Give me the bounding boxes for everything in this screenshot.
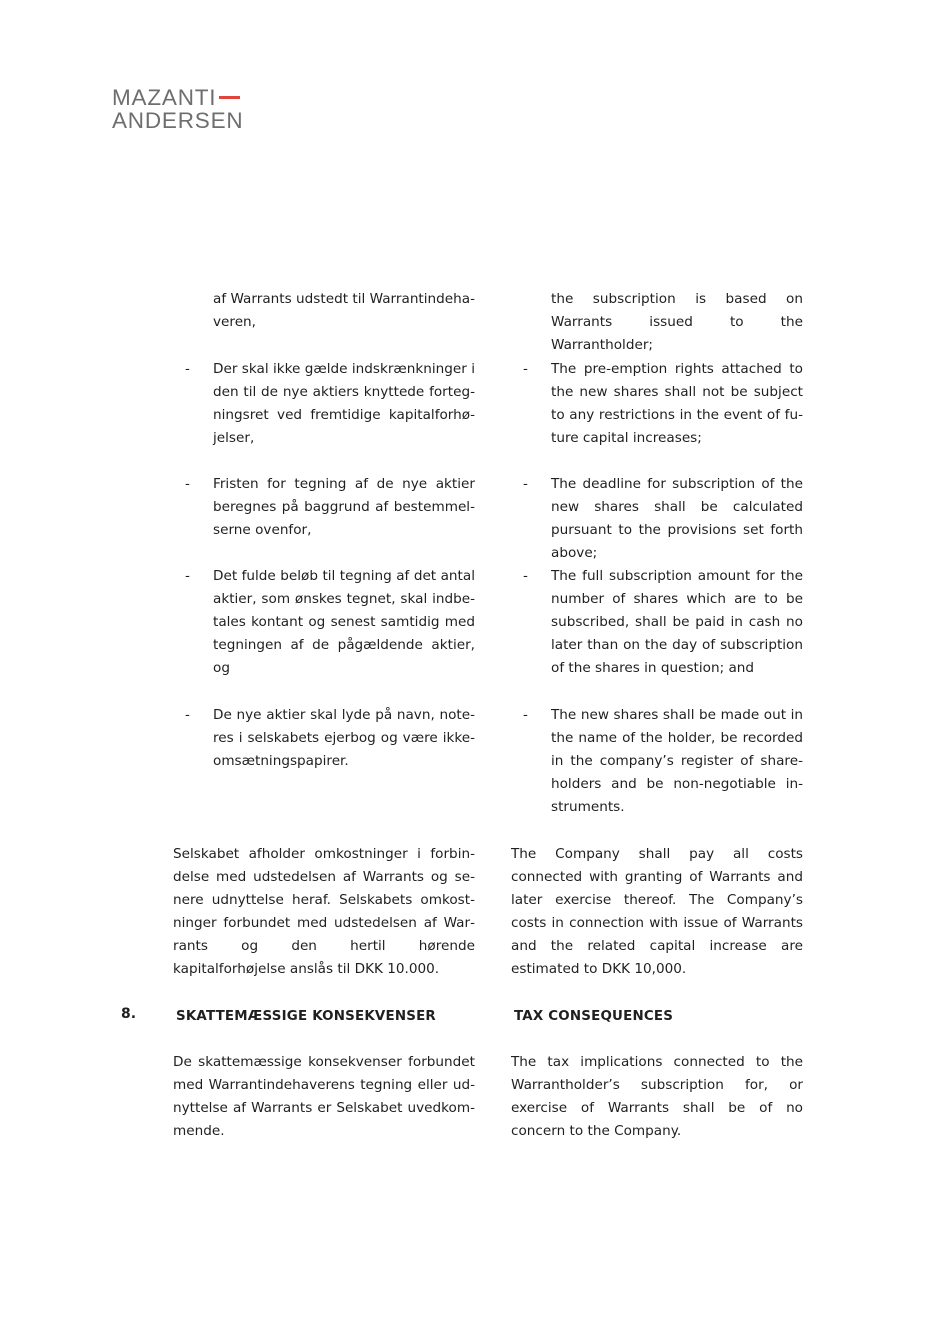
en-bullet-2: The deadline for subscription of the new shares shall be calculated pursuant to the provisions set forth above; <box>551 476 803 562</box>
en-bullet-4: The new shares shall be made out in the name of the holder, be recorded in the company’s register of shareholders and be non-negotiable instruments. <box>551 707 803 816</box>
en-bullet-3: The full subscription amount for the number of shares which are to be subscribed, shall be paid in cash no later than on the day of subscription of the shares in question; and <box>551 568 803 677</box>
en-continuation: the subscription is based on Warrants issued to the Warrantholder; <box>551 291 803 354</box>
da-bullet-2: Fristen for tegning af de nye aktier beregnes på baggrund af bestemmelserne ovenfor, <box>213 476 475 539</box>
logo-line-2: ANDERSEN <box>112 108 244 133</box>
bullet-dash: - <box>523 707 528 723</box>
en-section-heading: TAX CONSEQUENCES <box>514 1009 674 1024</box>
bullet-dash: - <box>185 361 190 377</box>
da-bullet-1: Der skal ikke gælde indskrænkninger i den til de nye aktiers knyttede fortegningsret ved fremtidige kapitalforhøjelser, <box>213 361 475 447</box>
logo-line-1: MAZANTI <box>112 86 243 109</box>
en-tax-paragraph: The tax implications connected to the Warrantholder’s subscription for, or exercise of Warrants shall be of no concern to the Company. <box>511 1054 803 1140</box>
bullet-dash: - <box>185 568 190 584</box>
section-number: 8. <box>121 1006 137 1022</box>
logo-dash <box>219 96 240 99</box>
bullet-dash: - <box>185 476 190 492</box>
da-continuation: af Warrants udstedt til Warrantindehaveren, <box>213 291 475 331</box>
da-costs-paragraph: Selskabet afholder omkostninger i forbindelse med udstedelsen af Warrants og senere udnyttelse heraf. Selskabets omkostninger forbundet med udstedelsen af Warrants og den hertil hørende kapitalforhøjelse anslås til DKK 10.000. <box>173 846 475 978</box>
da-bullet-4: De nye aktier skal lyde på navn, noteres i selskabets ejerbog og være ikke-omsætningspapirer. <box>213 707 475 770</box>
bullet-dash: - <box>523 361 528 377</box>
bullet-dash: - <box>185 707 190 723</box>
da-section-heading: SKATTEMÆSSIGE KONSEKVENSER <box>176 1009 436 1024</box>
company-logo <box>112 86 243 132</box>
da-tax-paragraph: De skattemæssige konsekvenser forbundet med Warrantindehaverens tegning eller udnyttelse af Warrants er Selskabet uvedkommende. <box>173 1054 475 1140</box>
en-costs-paragraph: The Company shall pay all costs connected with granting of Warrants and later exercise thereof. The Company’s costs in connection with issue of Warrants and the related capital increase are estimated to DKK 10,000. <box>511 846 803 978</box>
en-bullet-1: The pre-emption rights attached to the new shares shall not be subject to any restrictions in the event of future capital increases; <box>551 361 803 447</box>
bullet-dash: - <box>523 476 528 492</box>
da-bullet-3: Det fulde beløb til tegning af det antal aktier, som ønskes tegnet, skal indbetales kontant og senest samtidig med tegningen af de pågældende aktier, og <box>213 568 475 677</box>
bullet-dash: - <box>523 568 528 584</box>
